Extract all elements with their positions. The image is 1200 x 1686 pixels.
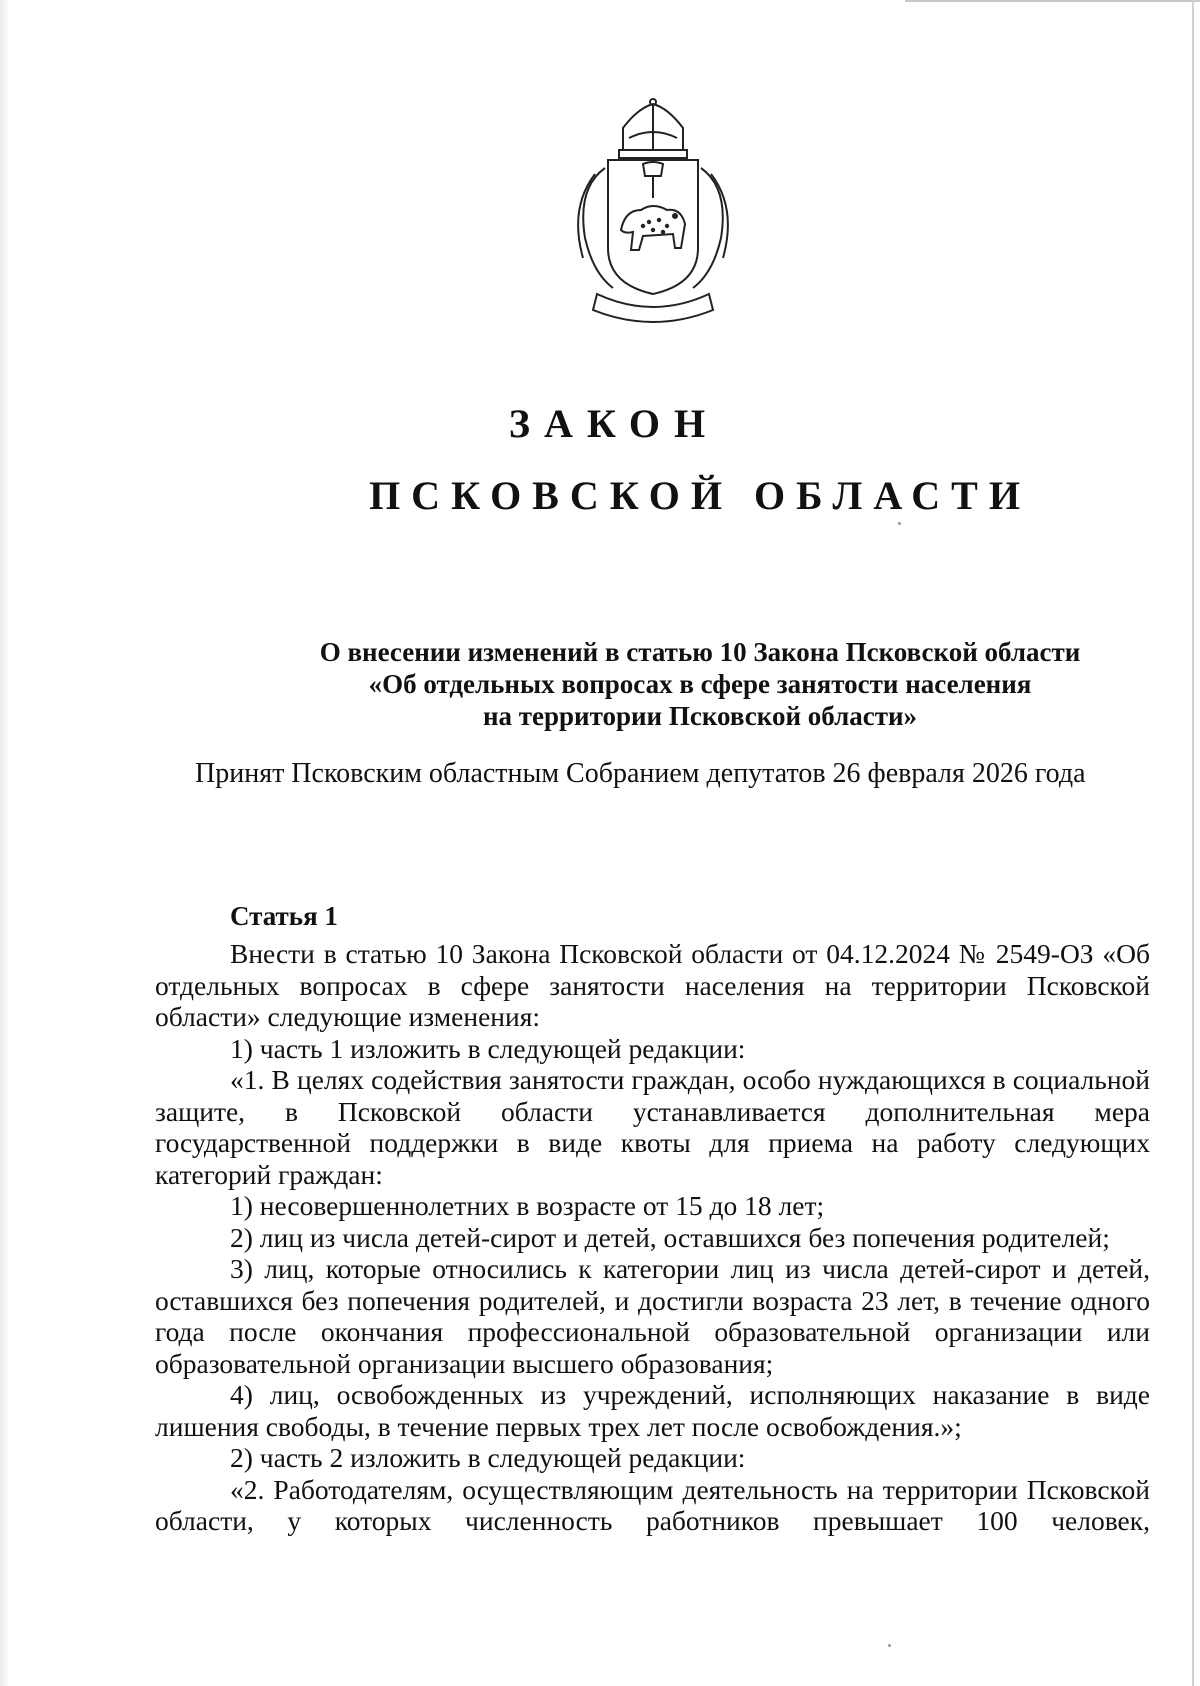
adoption-statement: Принят Псковским областным Собранием депутатов 26 февраля 2026 года [195, 758, 1086, 789]
article-heading: Статья 1 [230, 901, 338, 931]
article-paragraph: 4) лиц, освобожденных из учреждений, исполняющих наказание в виде лишения свободы, в течение первых трех лет после освобождения.»; [155, 1379, 1150, 1442]
coat-of-arms-icon [563, 98, 743, 334]
law-subject [150, 636, 1200, 732]
scan-speck [898, 522, 901, 525]
article-paragraph: 3) лиц, которые относились к категории лиц из числа детей-сирот и детей, оставшихся без попечения родителей, и достигли возраста 23 лет, в течение одного года после окончания профессиональной образовательной организации или образовательной организации высшего образования; [155, 1253, 1150, 1379]
coat-of-arms-emblem [563, 98, 743, 334]
document-title: ЗАКОН [508, 401, 720, 446]
article-paragraph: 1) часть 1 изложить в следующей редакции: [230, 1032, 746, 1064]
article-paragraph: «1. В целях содействия занятости граждан, особо нуждающихся в социальной защите, в Псковской области устанавливается дополнительная мера государственной поддержки в виде квоты для приема на работу следующих категорий граждан: [155, 1064, 1150, 1190]
article-paragraph: «2. Работодателям, осуществляющим деятельность на территории Псковской области, у которых численность работников превышает 100 человек, [155, 1473, 1150, 1536]
law-subject-line: «Об отдельных вопросах в сфере занятости населения [368, 669, 1032, 699]
scan-top-line [905, 0, 1200, 2]
article-paragraph: 2) лиц из числа детей-сирот и детей, оставшихся без попечения родителей; [230, 1221, 1110, 1253]
scan-speck [888, 1644, 891, 1647]
article-paragraph: 1) несовершеннолетних в возрасте от 15 до 18 лет; [230, 1190, 825, 1221]
article-paragraph: 2) часть 2 изложить в следующей редакции: [230, 1442, 746, 1473]
law-subject-line: на территории Псковской области» [482, 701, 918, 731]
article-body [155, 938, 1150, 1537]
document-subtitle: ПСКОВСКОЙ ОБЛАСТИ [369, 473, 1031, 518]
law-subject-line: О внесении изменений в статью 10 Закона Псковской области [319, 637, 1081, 667]
scan-left-edge [0, 0, 10, 1686]
scan-right-line [1192, 0, 1194, 1686]
article-paragraph: Внести в статью 10 Закона Псковской области от 04.12.2024 № 2549-ОЗ «Об отдельных вопросах в сфере занятости населения на территории Псковской области» следующие изменения: [155, 938, 1150, 1032]
